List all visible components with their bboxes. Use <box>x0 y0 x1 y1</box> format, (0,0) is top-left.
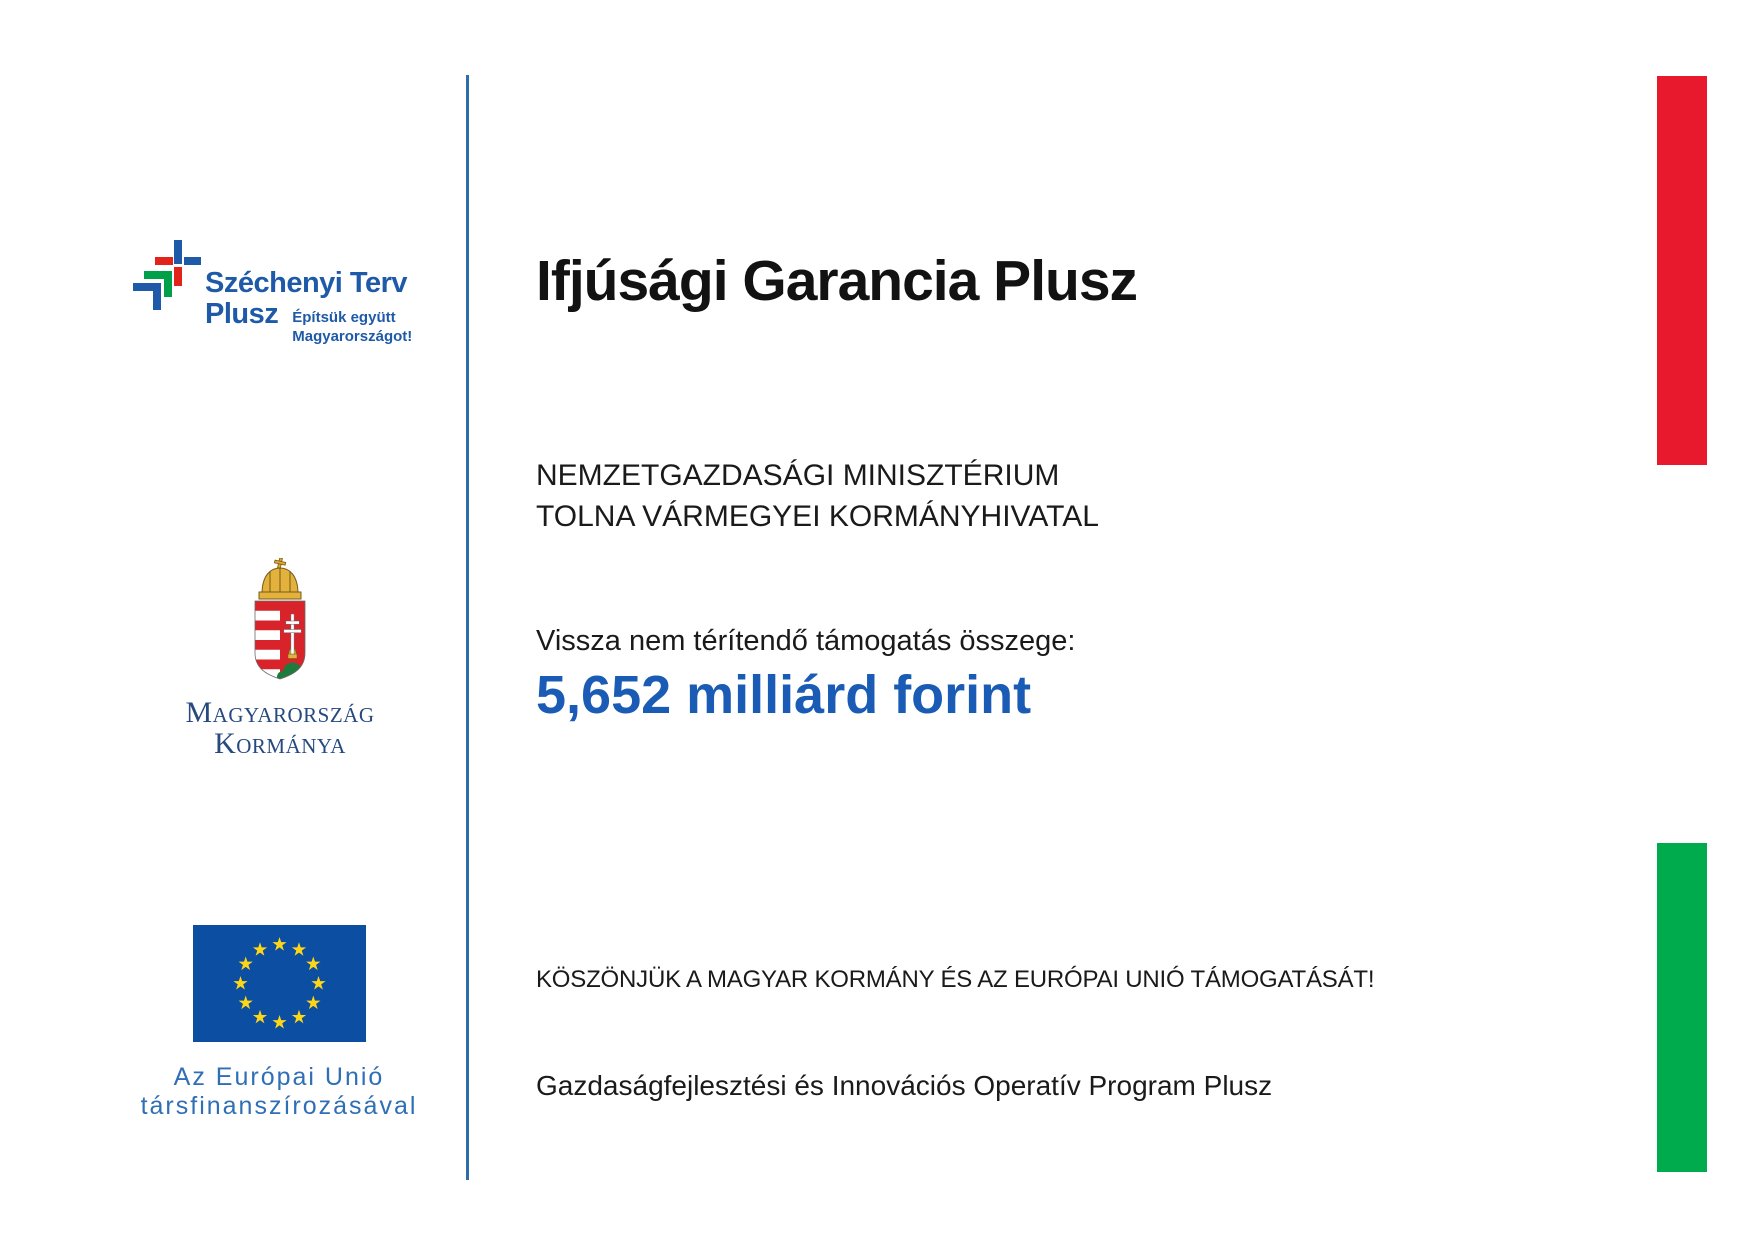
szechenyi-cross-icon <box>133 240 201 310</box>
szechenyi-terv-plusz-logo <box>133 238 463 358</box>
program-name-line: Gazdaságfejlesztési és Innovációs Operatív Program Plusz <box>536 1070 1273 1101</box>
vertical-divider-line <box>466 75 469 1180</box>
hungary-coat-of-arms-icon <box>252 558 308 680</box>
thanks-line: KÖSZÖNJÜK A MAGYAR KORMÁNY ÉS AZ EURÓPAI UNIÓ TÁMOGATÁSÁT! <box>536 966 1375 993</box>
szechenyi-logo-name-line2: Plusz <box>205 298 279 330</box>
eu-caption-line1: Az Európai Unió <box>173 1063 385 1091</box>
government-caption-line1: Magyarország <box>185 696 375 729</box>
eu-flag-icon <box>193 925 366 1042</box>
szechenyi-tagline-line1: Építsük együtt <box>292 309 396 326</box>
page-title: Ifjúsági Garancia Plusz <box>536 249 1138 314</box>
government-caption-line2: Kormánya <box>214 727 346 760</box>
hungary-government-logo <box>160 558 400 759</box>
eu-cofinancing-logo <box>118 925 440 1121</box>
szechenyi-logo-tagline <box>292 308 412 346</box>
eu-caption-line2: társfinanszírozásával <box>140 1092 418 1120</box>
szechenyi-logo-name-line1: Széchenyi Terv <box>205 267 408 299</box>
green-flag-stripe <box>1657 843 1707 1172</box>
red-flag-stripe <box>1657 76 1707 465</box>
szechenyi-tagline-line2: Magyarországot! <box>292 328 413 345</box>
ministry-line2: TOLNA VÁRMEGYEI KORMÁNYHIVATAL <box>536 500 1099 533</box>
ministry-block <box>536 455 1099 537</box>
grant-amount-value: 5,652 milliárd forint <box>536 665 1032 725</box>
ministry-line1: NEMZETGAZDASÁGI MINISZTÉRIUM <box>536 459 1060 492</box>
grant-amount-label: Vissza nem térítendő támogatás összege: <box>536 625 1076 657</box>
